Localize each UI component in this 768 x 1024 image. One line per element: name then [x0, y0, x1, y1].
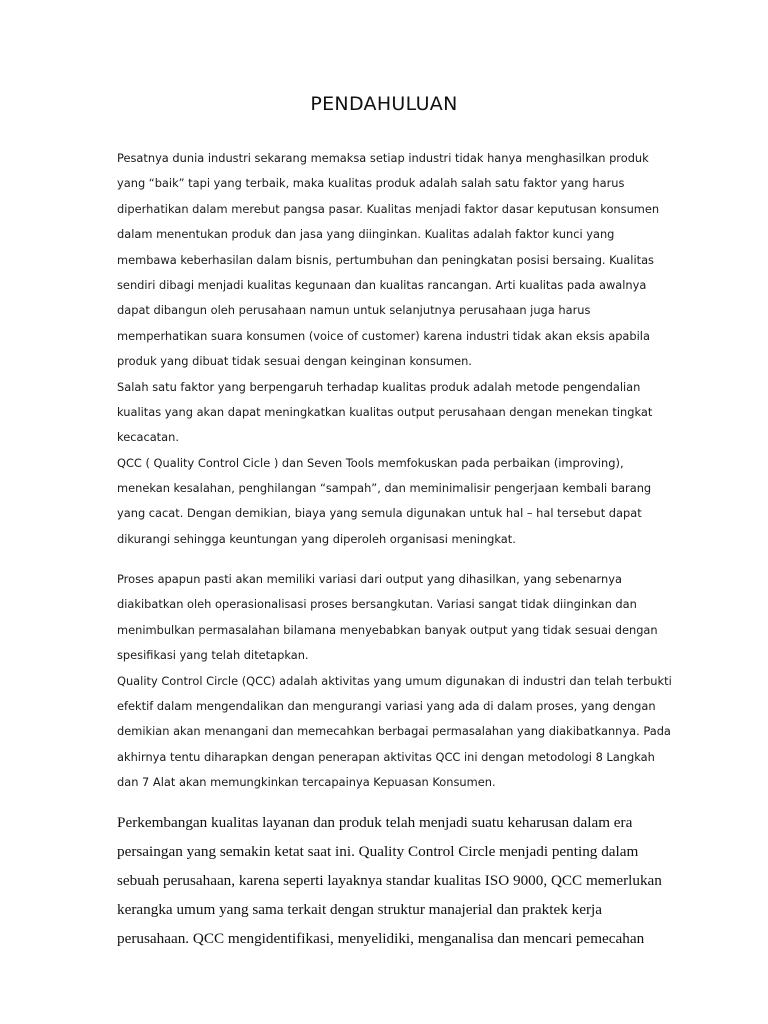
- text-line: efektif dalam mengendalikan dan mengurangi variasi yang ada di dalam proses, yang dengan: [117, 698, 656, 713]
- text-line: Quality Control Circle (QCC) adalah aktivitas yang umum digunakan di industri dan telah terbukti: [117, 673, 672, 688]
- text-line: perusahaan. QCC mengidentifikasi, menyelidiki, menganalisa dan mencari pemecahan: [117, 930, 645, 947]
- text-line: dan 7 Alat akan memungkinkan tercapainya Kepuasan Konsumen.: [117, 775, 496, 790]
- text-line: Pesatnya dunia industri sekarang memaksa setiap industri tidak hanya menghasilkan produk: [117, 151, 649, 165]
- text-line: diperhatikan dalam merebut pangsa pasar. Kualitas menjadi faktor dasar keputusan konsumen: [117, 201, 660, 216]
- text-line: menekan kesalahan, penghilangan “sampah”, dan meminimalisir pengerjaan kembali barang: [117, 481, 652, 496]
- section-introduction: [117, 146, 677, 552]
- text-line: yang “baik” tapi yang terbaik, maka kualitas produk adalah salah satu faktor yang harus: [117, 176, 625, 191]
- text-line: produk yang dibuat tidak sesuai dengan keinginan konsumen.: [117, 354, 472, 369]
- text-line: Proses apapun pasti akan memiliki variasi dari output yang dihasilkan, yang sebenarnya: [117, 572, 622, 586]
- text-line: akhirnya tentu diharapkan dengan penerapan aktivitas QCC ini dengan metodologi 8 Langkah: [117, 749, 655, 764]
- text-line: Perkembangan kualitas layanan dan produk telah menjadi suatu keharusan dalam era: [117, 814, 633, 831]
- text-line: membawa keberhasilan dalam bisnis, pertumbuhan dan peningkatan posisi bersaing. Kualitas: [117, 252, 654, 267]
- text-line: spesifikasi yang telah ditetapkan.: [117, 648, 309, 663]
- text-line: persaingan yang semakin ketat saat ini. Quality Control Circle menjadi penting dalam: [117, 843, 639, 860]
- text-line: diakibatkan oleh operasionalisasi proses bersangkutan. Variasi sangat tidak diinginkan dan: [117, 597, 637, 612]
- text-line: QCC ( Quality Control Cicle ) dan Seven Tools memfokuskan pada perbaikan (improving),: [117, 455, 624, 470]
- text-line: Salah satu faktor yang berpengaruh terhadap kualitas produk adalah metode pengendalian: [117, 379, 641, 394]
- section-process-variation: [117, 567, 677, 796]
- page-title: PENDAHULUAN: [310, 93, 458, 115]
- text-line: sebuah perusahaan, karena seperti layaknya standar kualitas ISO 9000, QCC memerlukan: [117, 872, 662, 889]
- text-line: demikian akan menangani dan memecahkan berbagai permasalahan yang diakibatkannya. Pada: [117, 724, 671, 739]
- text-line: menimbulkan permasalahan bilamana menyebabkan banyak output yang tidak sesuai dengan: [117, 622, 658, 637]
- text-line: sendiri dibagi menjadi kualitas kegunaan dan kualitas rancangan. Arti kualitas pada awalnya: [117, 277, 647, 292]
- text-line: kualitas yang akan dapat meningkatkan kualitas output perusahaan dengan menekan tingkat: [117, 404, 653, 419]
- text-line: dalam menentukan produk dan jasa yang diinginkan. Kualitas adalah faktor kunci yang: [117, 227, 615, 242]
- text-line: memperhatikan suara konsumen (voice of customer) karena industri tidak akan eksis apabila: [117, 328, 650, 343]
- text-line: dikurangi sehingga keuntungan yang diperoleh organisasi meningkat.: [117, 531, 516, 546]
- text-line: kerangka umum yang sama terkait dengan struktur manajerial dan praktek kerja: [117, 901, 602, 918]
- text-line: yang cacat. Dengan demikian, biaya yang semula digunakan untuk hal – hal tersebut dapat: [117, 506, 642, 521]
- text-line: dapat dibangun oleh perusahaan namun untuk selanjutnya perusahaan juga harus: [117, 303, 591, 318]
- text-line: kecacatan.: [117, 430, 179, 445]
- section-quality-development: [117, 808, 677, 953]
